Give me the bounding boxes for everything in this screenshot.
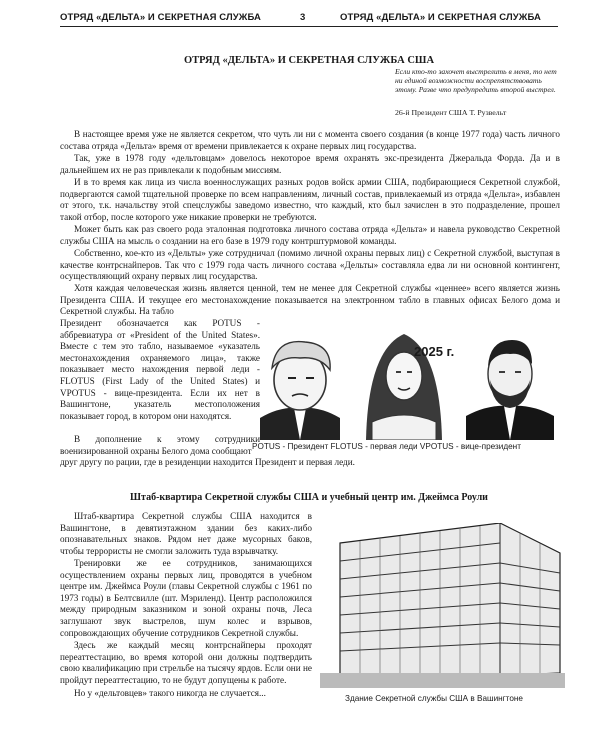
paragraph: Может быть как раз своего рода эталонная подготовка личного состава отряда «Дельта» и навела руководство Секретной службы США на мысль о создании на его базе в 1979 году контрштурмовой команды. xyxy=(60,224,560,246)
section-heading: Штаб-квартира Секретной службы США и учебный центр им. Джеймса Роули xyxy=(130,492,488,503)
vpotus-portrait-image xyxy=(460,320,560,440)
potus-portrait-image xyxy=(250,320,350,440)
photo-year-label: 2025 г. xyxy=(414,344,455,359)
paragraph: друг другу по рации, где в резиденции находится Президент и первая леди. xyxy=(60,457,355,467)
paragraph: Так, уже в 1978 году «дельтовцам» довелось некоторое время охранять экс-президента Джеральда Форда. Да и в дальнейшем их не раз привлекали к подобным миссиям. xyxy=(60,153,560,175)
paragraph: В настоящее время уже не является секретом, что чуть ли ни с момента своего создания (в конце 1977 года) часть личного состава отряда «Дельта» время от времени привлекается к охране первых лиц государства. xyxy=(60,129,560,151)
paragraph-column: Но у «дельтовцев» такого никогда не случается... xyxy=(74,688,266,698)
flotus-portrait-image xyxy=(358,320,450,440)
paragraph-column: В дополнение к этому сотрудники военизированной охраны Белого дома сообщают xyxy=(60,434,260,456)
paragraph-column: Президент обозначается как POTUS - аббревиатура от «President of the United States». Вместе с тем это табло, называемое «указатель местонахождения охраняемого лица», также показывает место нахождения первой леди - FLOTUS (First Lady of the United States) и VPOTUS - вице-президента. Если их нет в Вашингтоне, указатель местоположения показывает город, в котором они находятся. xyxy=(60,318,260,421)
header-rule xyxy=(60,26,558,27)
paragraph: И в то время как лица из числа военнослужащих разных родов войск армии США, подбирающиеся Секретной службой, подвергаются самой тщательной проверке по всем направлениям, личный состав, привлекаемый из отряда «Дельта», избавлен от этого, т.к. начальству этой спецслужбы заведомо известно, что каждый, кто был зачислен в это подразделение, прошел такой отбор, после которого уже никакие проверки не требуются. xyxy=(60,177,560,222)
secret-service-building-image xyxy=(320,523,565,688)
epigraph-source: 26-й Президент США Т. Рузвельт xyxy=(395,108,507,117)
paragraph-column: Штаб-квартира Секретной службы США находится в Вашингтоне, в девятиэтажном здании без каких-либо опознавательных знаков. Рядом нет даже мусорных баков, чтобы террористы не смогли заложить туда взрывчатку. xyxy=(60,511,312,556)
article-title: ОТРЯД «ДЕЛЬТА» И СЕКРЕТНАЯ СЛУЖБА США xyxy=(183,55,435,66)
page-number: 3 xyxy=(300,12,306,23)
running-header-right: ОТРЯД «ДЕЛЬТА» И СЕКРЕТНАЯ СЛУЖБА xyxy=(340,12,541,23)
paragraph-column: Здесь же каждый месяц контрснайперы проходят переаттестацию, во время которой они должны подтвердить свою квалификацию при стрельбе на тысячу ярдов. Если они не пройдут переаттестацию, то не будут допущены к работе. xyxy=(60,640,312,685)
building-caption: Здание Секретной службы США в Вашингтоне xyxy=(345,694,523,703)
epigraph: Если кто-то захочет выстрелить в меня, то нет ни единой возможности воспрепятствовать этому. Разве что предупредить второй выстрел. xyxy=(395,67,557,94)
leaders-photo xyxy=(250,305,560,440)
paragraph: Собственно, кое-кто из «Дельты» уже сотрудничал (помимо личной охраны первых лиц) с Секретной службой, выступая в качестве контрснайперов. Так что с 1979 года часть личного состава «Дельты» составляла едва ли ни основной контингент, осуществляющий охрану первых лиц государства. xyxy=(60,248,560,282)
photo-caption: POTUS - Президент FLOTUS - первая леди VPOTUS - вице-президент xyxy=(252,442,521,451)
paragraph: Хотя каждая человеческая жизнь является ценной, тем не менее для Секретной службы «ценнее» всего является жизнь Президента США. И текущее его местонахождение показывается на электронном табло в главных офисах Белого дома и Секретной службы. На табло xyxy=(60,283,560,317)
running-header-left: ОТРЯД «ДЕЛЬТА» И СЕКРЕТНАЯ СЛУЖБА xyxy=(60,12,261,23)
paragraph-column: Тренировки же ее сотрудников, занимающихся осуществлением охраны первых лиц, проводятся в учебном центре им. Джеймса Роули (главы Секретной службы с 1961 по 1973 годы) в Белтсвилле (шт. Мэриленд). Центр расположился между природным заказником и зоной охраны почв, Леса заглушают звук выстрелов, шум колес и взрывов, сопровождающих обучение сотрудников Секретной службы. xyxy=(60,558,312,638)
